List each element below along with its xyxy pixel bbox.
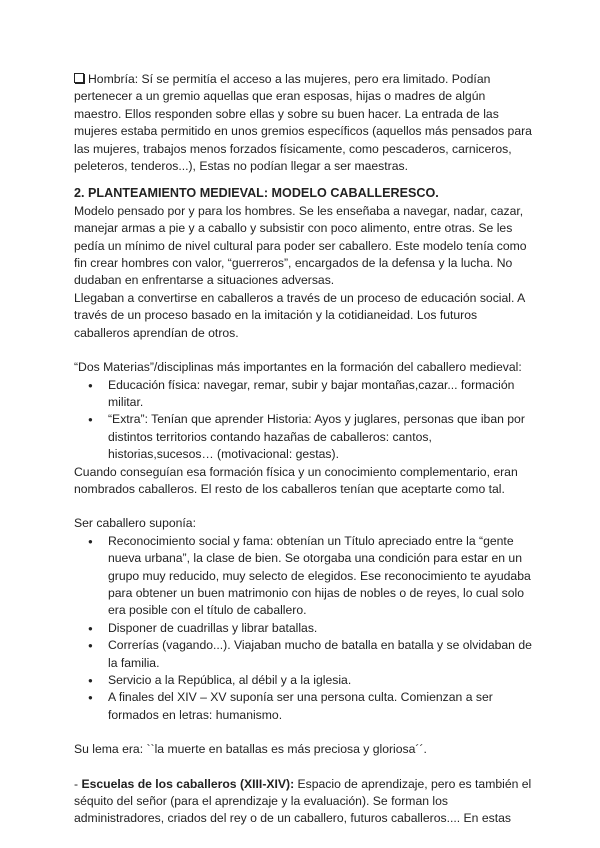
list-item: ● “Extra”: Tenían que aprender Historia: Ayos y juglares, personas que iban por distintos territorios contando hazañas de caballeros: cantos, historias,sucesos… (motivacional: gestas). <box>108 411 536 463</box>
escuelas-paragraph <box>74 776 536 828</box>
materias-list <box>74 377 536 464</box>
list-item: ● Reconocimiento social y fama: obtenían un Título apreciado entre la “gente nueva urbana”, la clase de bien. Se otorgaba una condición para estar en un grupo muy reducido, muy selecto de elegidos. Ese reconocimiento te ayudaba para obtener un buen matrimonio con hijas de nobles o de reyes, lo cual solo era posible con el título de caballero. <box>108 533 536 620</box>
section-paragraph-3: Cuando conseguían esa formación física y un conocimiento complementario, eran nombrados caballeros. El resto de los caballeros tenían que aceptarte como tal. <box>74 464 518 496</box>
list-item: ● Correrías (vagando...). Viajaban mucho de batalla en batalla y se olvidaban de la familia. <box>108 637 536 672</box>
intro-paragraph <box>74 71 536 175</box>
materias-intro: “Dos Materias”/disciplinas más importantes en la formación del caballero medieval: <box>74 360 522 375</box>
list-item: ● Disponer de cuadrillas y librar batallas. <box>108 620 536 637</box>
suponia-intro: Ser caballero suponía: <box>74 516 196 531</box>
intro-text: Hombría: Sí se permitía el acceso a las mujeres, pero era limitado. Podían pertenecer a un gremio aquellas que eran esposas, hijas o madres de algún maestro. Ellos responden sobre ellas y sobre su buen hacer. La entrada de las mujeres estaba permitido en unos gremios específicos (aquellos más pensados para las mujeres, trabajos menos forzados físicamente, como pescaderos, carniceros, peleteros, tenderos...), Estas no podían llegar a ser maestras. <box>74 72 532 174</box>
lema-paragraph: Su lema era: ``la muerte en batallas es más preciosa y gloriosa´´. <box>74 742 427 757</box>
suponia-list <box>74 533 536 724</box>
list-item: ● Servicio a la República, al débil y a la iglesia. <box>108 672 536 689</box>
section-heading: 2. PLANTEAMIENTO MEDIEVAL: MODELO CABALLERESCO. <box>74 186 439 201</box>
escuelas-text: Espacio de aprendizaje, pero es también el séquito del señor (para el aprendizaje y la evaluación). Se forman los administradores, criados del rey o de un caballero, futuros caballeros.... En estas <box>74 776 532 826</box>
escuelas-prefix: - <box>74 776 82 791</box>
checkbox-icon <box>74 73 84 83</box>
section-paragraph-2: Llegaban a convertirse en caballeros a través de un proceso de educación social. A través de un proceso basado en la imitación y la cotidianeidad. Los futuros caballeros aprendían de otros. <box>74 290 525 340</box>
list-item: ● Educación física: navegar, remar, subir y bajar montañas,cazar... formación militar. <box>108 377 536 412</box>
list-item: ● A finales del XIV – XV suponía ser una persona culta. Comienzan a ser formados en letras: humanismo. <box>108 689 536 724</box>
section-paragraph-1: Modelo pensado por y para los hombres. Se les enseñaba a navegar, nadar, cazar, manejar armas a pie y a caballo y subsistir con poco alimento, entre otras. Se les pedía un mínimo de nivel cultural para poder ser caballero. Este modelo tenía como fin crear hombres con valor, “guerreros”, encargados de la defensa y la lucha. No dudaban en enfrentarse a situaciones adversas. <box>74 203 527 288</box>
escuelas-title: Escuelas de los caballeros (XIII-XIV): <box>81 776 295 791</box>
